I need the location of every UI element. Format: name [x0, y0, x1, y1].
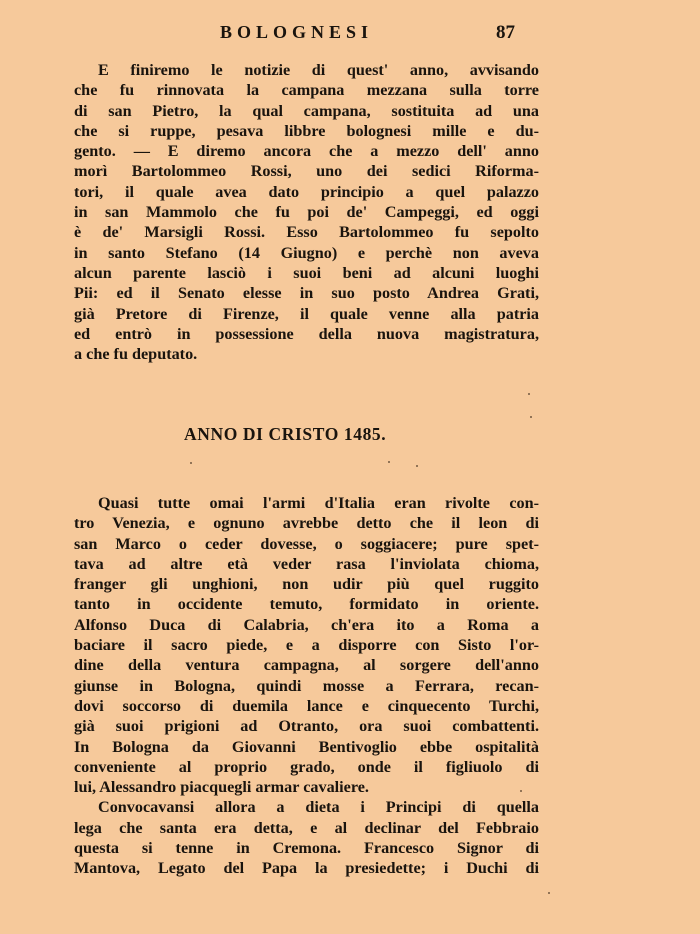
text-line: alcun parente lasciò i suoi beni ad alcuni luoghi [74, 263, 539, 282]
text-line: lui, Alessandro piacquegli armar cavaliere. [74, 778, 369, 797]
paragraph-end-of-year-1484 [74, 60, 539, 364]
text-line: Alfonso Duca di Calabria, ch'era ito a Roma a [74, 615, 539, 634]
running-header [0, 22, 700, 46]
print-speck [388, 461, 390, 463]
text-line: Pii: ed il Senato elesse in suo posto Andrea Grati, [74, 284, 539, 303]
text-line: Quasi tutte omai l'armi d'Italia eran rivolte con- [98, 494, 539, 512]
text-line: dine della ventura campagna, al sorgere dell'anno [74, 656, 539, 675]
text-line: conveniente al proprio grado, onde il figliuolo di [74, 757, 539, 776]
print-speck [530, 416, 532, 418]
text-line: baciare il sacro piede, e a disporre con Sisto l'or- [74, 636, 539, 655]
text-line: tori, il quale avea dato principio a quel palazzo [74, 182, 539, 201]
running-title: BOLOGNESI [220, 22, 374, 42]
text-line: tanto in occidente temuto, formidato in oriente. [74, 595, 539, 614]
text-line: Mantova, Legato del Papa la presiedette; i Duchi di [74, 859, 539, 878]
text-line: lega che santa era detta, e al declinar del Febbraio [74, 818, 539, 837]
text-line: gento. — E diremo ancora che a mezzo dell' anno [74, 142, 539, 161]
text-line: già suoi prigioni ad Otranto, ora suoi combattenti. [74, 717, 539, 736]
text-line: che si ruppe, pesava libbre bolognesi mille e du- [74, 121, 539, 140]
text-line: Convocavansi allora a dieta i Principi di quella [98, 798, 539, 817]
print-speck [548, 892, 550, 894]
paragraph-year-1485 [74, 493, 539, 879]
text-line: dovi soccorso di duemila lance e cinquecento Turchi, [74, 696, 539, 715]
print-speck [528, 393, 530, 395]
text-line: in santo Stefano (14 Giugno) e perchè non aveva [74, 243, 539, 262]
text-line: questa si tenne in Cremona. Francesco Signor di [74, 839, 539, 858]
print-speck [520, 790, 522, 792]
text-line: di san Pietro, la qual campana, sostituita ad una [74, 101, 539, 120]
text-line: giunse in Bologna, quindi mosse a Ferrara, recan- [74, 676, 539, 695]
text-line: In Bologna da Giovanni Bentivoglio ebbe ospitalità [74, 737, 539, 756]
text-line: ed entrò in possessione della nuova magistratura, [74, 324, 539, 343]
text-line: franger gli unghioni, non udir più quel ruggito [74, 575, 539, 594]
text-line: san Marco o ceder dovesse, o soggiacere; pure spet- [74, 534, 539, 553]
section-heading [0, 424, 700, 448]
text-line: morì Bartolommeo Rossi, uno dei sedici Riforma- [74, 162, 539, 181]
text-line: E finiremo le notizie di quest' anno, avvisando [98, 61, 539, 79]
page-number: 87 [496, 22, 515, 43]
text-line: è de' Marsigli Rossi. Esso Bartolommeo fu sepolto [74, 223, 539, 242]
text-line: in san Mammolo che fu poi de' Campeggi, ed oggi [74, 203, 539, 222]
text-line: a che fu deputato. [74, 345, 198, 364]
text-line: tava ad altre età veder rasa l'inviolata chioma, [74, 554, 539, 573]
print-speck [190, 462, 192, 464]
print-speck [416, 465, 418, 467]
text-line: che fu rinnovata la campana mezzana sulla torre [74, 81, 539, 100]
text-line: tro Venezia, e ognuno avrebbe detto che il leon di [74, 514, 539, 533]
section-heading-text: ANNO DI CRISTO 1485. [184, 424, 387, 444]
text-line: già Pretore di Firenze, il quale venne alla patria [74, 304, 539, 323]
